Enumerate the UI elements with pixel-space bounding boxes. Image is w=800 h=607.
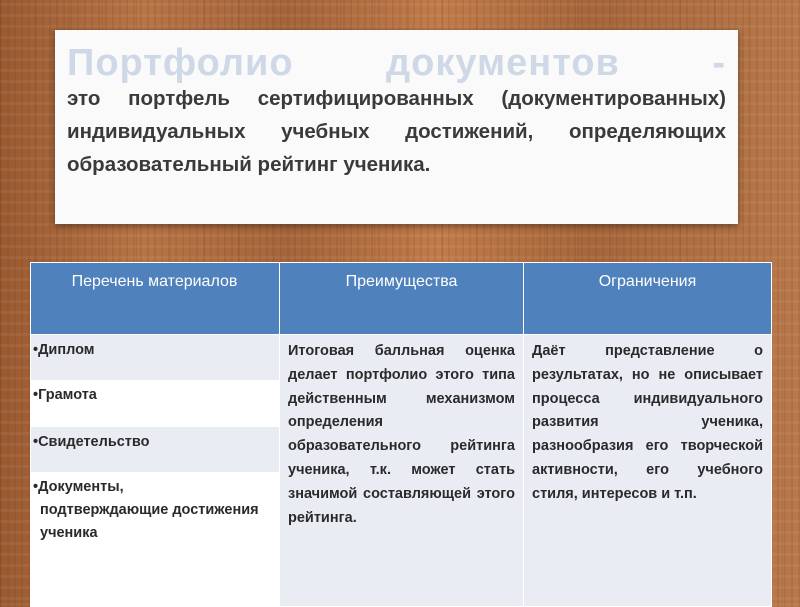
comparison-table (30, 262, 772, 607)
list-item-certificate-of-merit (31, 380, 279, 427)
definition-card (55, 30, 738, 224)
definition-text: это портфель сертифицированных (документированных) индивидуальных учебных достижений, определяющих образовательный рейтинг ученика. (67, 87, 726, 176)
header-advantages: Преимущества (280, 263, 524, 335)
title-word-documents: документов (386, 42, 620, 84)
slide-title (67, 42, 726, 84)
list-item-continuation: подтверждающие достижения ученика (40, 502, 259, 541)
list-item-diploma (31, 335, 279, 380)
materials-cell (31, 335, 280, 607)
header-limitations: Ограничения (524, 263, 772, 335)
advantages-cell: Итоговая балльная оценка делает портфолио этого типа действенным механизмом определения образовательного рейтинга ученика, т.к. может стать значимой составляющей этого рейтинга. (280, 335, 524, 607)
list-item-label: •Документы, (33, 479, 124, 495)
list-item-documents (31, 472, 279, 606)
list-item-label: •Диплом (33, 342, 95, 358)
title-dash: - (712, 42, 726, 84)
limitations-cell: Даёт представление о результатах, но не описывает процесса индивидуального развития ученика, разнообразия его творческой активности, его учебного стиля, интересов и т.п. (524, 335, 772, 607)
title-word-portfolio: Портфолио (67, 42, 294, 84)
table-row (31, 335, 772, 607)
header-materials: Перечень материалов (31, 263, 280, 335)
table-header-row (31, 263, 772, 335)
list-item-label: •Свидетельство (33, 434, 150, 450)
list-item-label: •Грамота (33, 387, 97, 403)
list-item-certificate (31, 427, 279, 472)
